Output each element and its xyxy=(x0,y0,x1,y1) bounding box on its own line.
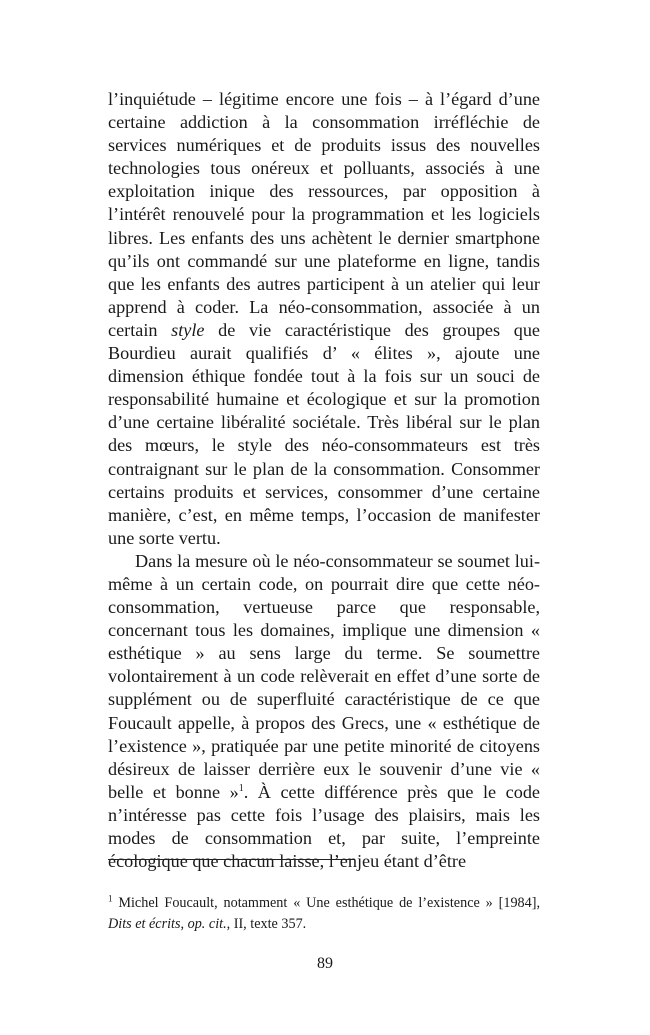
italic-style-word: style xyxy=(171,319,205,340)
footnote-text-b: , II, texte 357. xyxy=(226,916,307,932)
footnote-reference[interactable]: 1 xyxy=(238,782,244,794)
page-number: 89 xyxy=(317,955,333,972)
footnote-separator-text: , xyxy=(180,916,188,932)
paragraph-2 xyxy=(108,550,540,873)
paragraph-1-text-b: de vie caractéristique des groupes que Bourdieu aurait qualifiés d’ « élites », ajoute une dimension éthique fondée tout à la fois sur un souci de responsabilité humaine et écologique et sur la promotion d’une certaine libéralité sociétale. Très libéral sur le plan des mœurs, le style des néo-consommateurs est très contraignant sur le plan de la consommation. Consommer certains produits et services, consommer d’une certaine manière, c’est, en même temps, l’occasion de manifester une sorte vertu. xyxy=(108,319,541,548)
paragraph-2-text-b: . À cette différence près que le code n’intéresse pas cette fois l’usage des plaisirs, mais les modes de consommation et, par suite, l’empreinte écologique que chacun laisse, l’enjeu étant d’être xyxy=(108,781,540,872)
paragraph-1 xyxy=(108,88,540,550)
paragraph-2-text-a: Dans la mesure où le néo-consommateur se soumet lui-même à un certain code, on pourrait dire que cette néo-consommation, vertueuse parce que responsable, concernant tous les domaines, implique une dimension « esthétique » au sens large du terme. Se soumettre volontairement à un code relèverait en effet d’une sorte de supplément ou de superfluité caractéristique de ce que Foucault appelle, à propos des Grecs, une « esthétique de l’existence », pratiquée par une petite minorité de citoyens désireux de laisser derrière eux le souvenir d’une vie « belle et bonne » xyxy=(108,550,540,802)
footnote xyxy=(108,893,540,935)
main-text xyxy=(108,88,540,873)
footnote-separator xyxy=(108,859,354,860)
footnote-opcit: op. cit. xyxy=(187,916,227,932)
paragraph-1-text-a: l’inquiétude – légitime encore une fois – à l’égard d’une certaine addiction à la consommation irréfléchie de services numériques et de produits issus des nouvelles technologies tous onéreux et polluants, associés à une exploitation inique des ressources, par opposition à l’intérêt renouvelé pour la programmation et les logiciels libres. Les enfants des uns achètent le dernier smartphone qu’ils ont commandé sur une plateforme en ligne, tandis que les enfants des autres participent à un atelier qui leur apprend à coder. La néo-consommation, associée à un certain xyxy=(108,89,540,340)
footnote-title: Dits et écrits xyxy=(108,916,181,932)
footnote-number: 1 xyxy=(108,893,113,904)
footnote-text-a: Michel Foucault, notamment « Une esthétique de l’existence » [1984], xyxy=(112,895,540,911)
